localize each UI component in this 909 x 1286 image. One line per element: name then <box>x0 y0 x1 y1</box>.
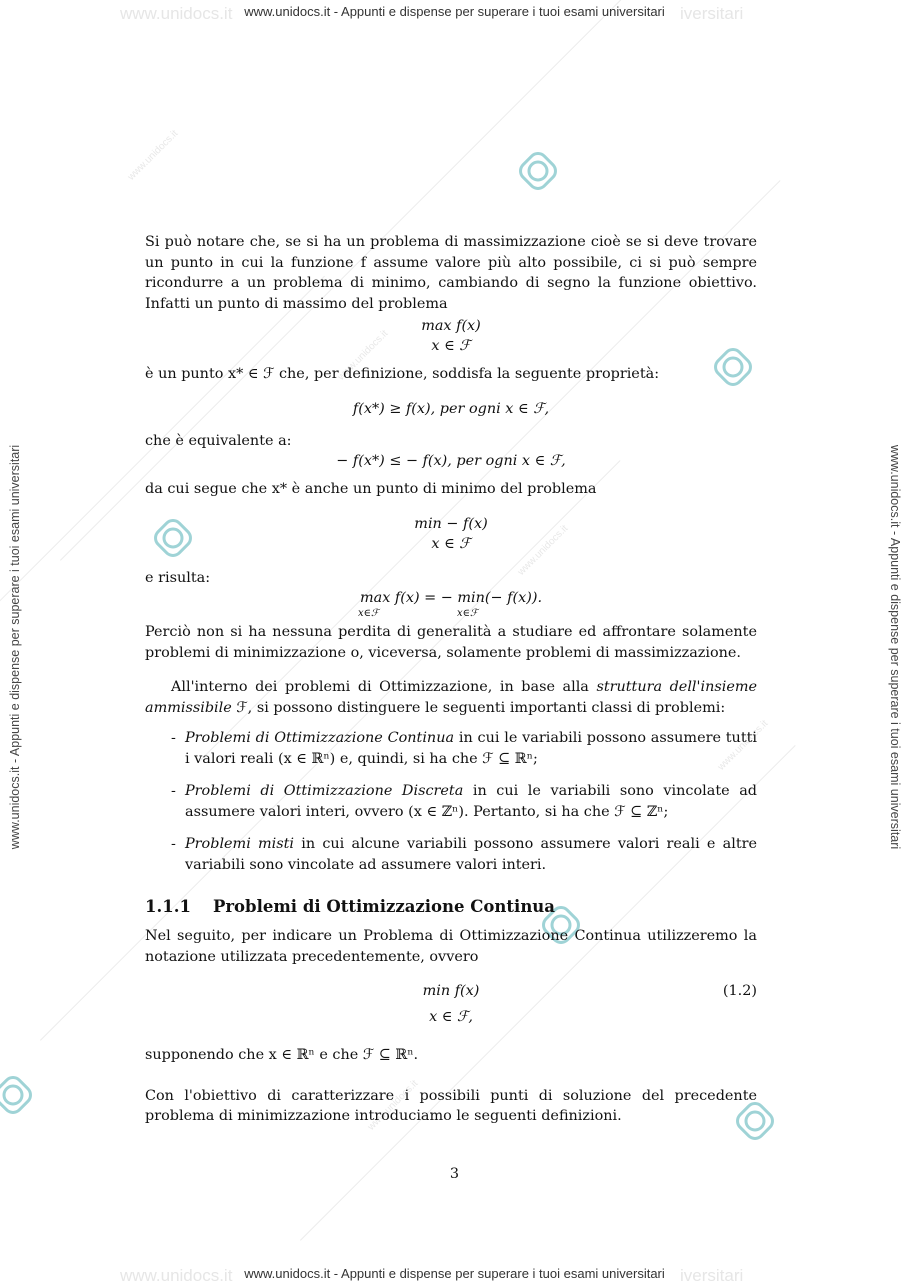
watermark-ghost-text: www.unidocs.it <box>120 4 233 23</box>
watermark-right: www.unidocs.it - Appunti e dispense per superare i tuoi esami universitari <box>888 444 902 850</box>
watermark-small-text: www.unidocs.it <box>515 523 571 578</box>
assumption-text: supponendo che x ∈ ℝⁿ e che ℱ ⊆ ℝⁿ. <box>145 1047 419 1063</box>
classes-intro-paragraph <box>145 677 757 718</box>
watermark-small-text: www.unidocs.it <box>715 718 771 773</box>
equation-max <box>145 316 757 356</box>
list-item-text: in cui alcune variabili possono assumere valori reali e altre variabili sono vincolate ad assumere valori interi. <box>185 836 757 873</box>
equation-max-constraint: x ∈ ℱ <box>431 338 471 354</box>
equation-min-objective: min − f(x) <box>414 515 488 532</box>
list-item-dash: - <box>171 783 176 799</box>
equation-1-2-constraint: x ∈ ℱ, <box>429 1009 473 1025</box>
watermark-left: www.unidocs.it - Appunti e dispense per superare i tuoi esami universitari <box>8 444 22 850</box>
point-definition-text: è un punto x* ∈ ℱ che, per definizione, soddisfa la seguente proprietà: <box>145 366 660 382</box>
list-item <box>145 781 757 822</box>
classes-intro-start: All'interno dei problemi di Ottimizzazione, in base alla <box>171 679 597 695</box>
final-paragraph: Con l'obiettivo di caratterizzare i possibili punti di soluzione del precedente problema di minimizzazione introduciamo le seguenti definizioni. <box>145 1087 757 1124</box>
list-item-title: Problemi di Ottimizzazione Continua <box>185 730 455 746</box>
equation-1-2 <box>145 981 757 1027</box>
equation-1-2-first-line <box>145 981 757 1001</box>
equation-result <box>145 588 757 618</box>
list-item-title: Problemi misti <box>185 836 295 852</box>
watermark-small-text: www.unidocs.it <box>125 128 181 183</box>
problem-classes-list <box>145 728 757 875</box>
equation-min-constraint: x ∈ ℱ <box>431 535 471 552</box>
equation-number: (1.2) <box>722 983 757 999</box>
watermark-ghost-text: iversitari <box>680 4 744 23</box>
section-number: 1.1.1 <box>145 897 191 916</box>
result-text: e risulta: <box>145 569 211 586</box>
list-item-text: in cui le variabili sono vincolate ad assumere valori interi, ovvero (x ∈ ℤⁿ). Pertanto, si ha che ℱ ⊆ ℤⁿ; <box>185 783 757 820</box>
list-item <box>145 834 757 875</box>
section-paragraph: Nel seguito, per indicare un Problema di Ottimizzazione Continua utilizzeremo la notazione utilizzata precedentemente, ovvero <box>145 928 757 965</box>
page-content <box>145 232 757 1127</box>
equation-1-2-objective: min f(x) <box>422 983 480 999</box>
watermark-small-text: www.unidocs.it <box>335 328 391 383</box>
follows-text: da cui segue che x* è anche un punto di minimo del problema <box>145 481 597 497</box>
unidocs-logo-icon <box>517 150 559 192</box>
equivalence-text: che è equivalente a: <box>145 432 292 449</box>
inequality-1: f(x*) ≥ f(x), per ogni x ∈ ℱ, <box>352 400 550 417</box>
equation-result-subscript-left: x∈ℱ <box>358 608 379 619</box>
watermark-ghost-text: iversitari <box>680 1266 744 1285</box>
equation-min <box>145 514 757 554</box>
list-item-text: in cui le variabili possono assumere tutti i valori reali (x ∈ ℝⁿ) e, quindi, si ha che ℱ ⊆ ℝⁿ; <box>185 730 757 767</box>
list-item-dash: - <box>171 730 176 746</box>
equation-result-subscript-right: x∈ℱ <box>457 608 478 619</box>
section-heading <box>145 897 757 916</box>
inequality-2: − f(x*) ≤ − f(x), per ogni x ∈ ℱ, <box>336 453 566 469</box>
list-item-title: Problemi di Ottimizzazione Discreta <box>185 783 464 799</box>
equation-result-main: max f(x) = − min(− f(x)). <box>359 590 543 606</box>
classes-intro-end: ℱ, si possono distinguere le seguenti importanti classi di problemi: <box>231 699 726 716</box>
watermark-top: www.unidocs.it - Appunti e dispense per superare i tuoi esami universitari <box>244 4 665 19</box>
watermark-ghost-text: www.unidocs.it <box>120 1266 233 1285</box>
section-title: Problemi di Ottimizzazione Continua <box>212 897 555 916</box>
classes-intro-emphasis: struttura dell'insieme ammissibile <box>145 679 758 716</box>
page-number: 3 <box>449 1166 460 1182</box>
list-item <box>145 728 757 769</box>
therefore-paragraph: Perciò non si ha nessuna perdita di generalità a studiare ed affrontare solamente problemi di minimizzazione o, viceversa, solamente problemi di massimizzazione. <box>145 624 757 661</box>
intro-paragraph: Si può notare che, se si ha un problema di massimizzazione cioè se si deve trovare un punto in cui la funzione f assume valore più alto possibile, ci si può sempre ricondurre a un problema di minimo, cambiando di segno la funzione obiettivo. Infatti un punto di massimo del problema <box>145 234 757 312</box>
watermark-small-text: www.unidocs.it <box>365 1078 421 1133</box>
list-item-dash: - <box>171 836 176 852</box>
equation-max-objective: max f(x) <box>421 318 481 334</box>
unidocs-logo-icon <box>0 1074 34 1116</box>
watermark-bottom: www.unidocs.it - Appunti e dispense per superare i tuoi esami universitari <box>244 1266 665 1281</box>
